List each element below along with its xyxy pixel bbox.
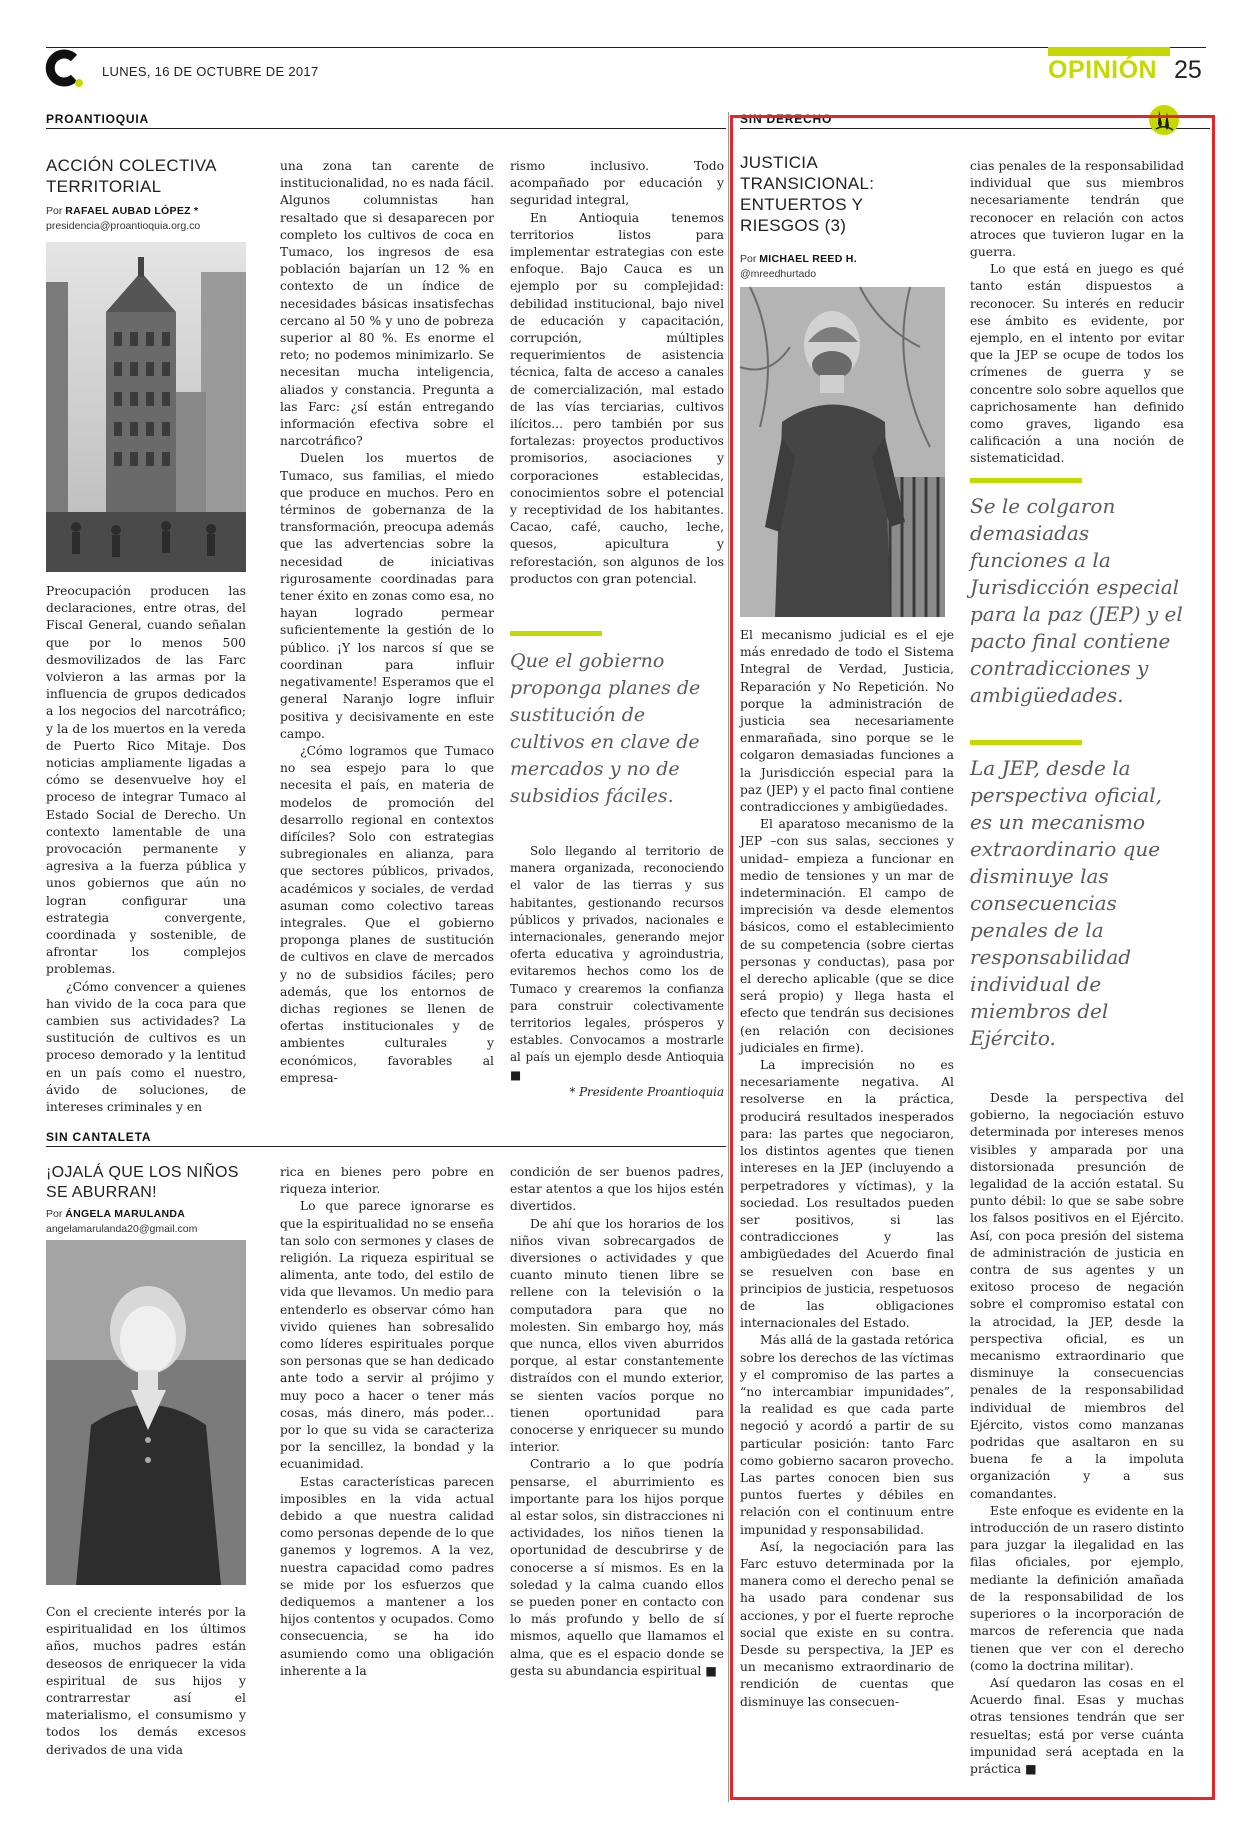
- paragraph: Preocupación producen las declaraciones, entre otras, del Fiscal General, cuando señalan que por lo menos 500 desmovilizados de las Farc volvieron a las armas por la influencia de grupos dedicados a los negocios del narcotráfico; y la de los muertos en la vereda de Puerto Rico Mitaje. Dos noticias ampliamente ligadas a cómo se desenvuelve hoy el proceso de integrar Tumaco al Estado Social de Derecho. Un contexto lamentable de una provocación permanente y agresiva a la fuerza pública y unos gobiernos que aún no logran configurar una estrategia convergente, coordinada y sostenible, de afrontar los complejos problemas.: [46, 584, 246, 977]
- author-handle: @mreedhurtado: [740, 268, 817, 280]
- byline-proantioquia: [46, 205, 198, 217]
- kicker-rule: [46, 128, 726, 129]
- cantaleta-column-1: [46, 1604, 246, 1794]
- byline-derecho: [740, 253, 857, 265]
- paragraph: ¿Cómo convencer a quienes han vivido de la coca para que cambien sus actividades? La sustitución de cultivos es un proceso demorado y la lentitud en un país como el nuestro, ávido de soluciones, de intereses criminales y en: [46, 979, 246, 1115]
- paragraph: Duelen los muertos de Tumaco, sus familias, el miedo que produce en muchos. Pero en términos de gobernanza de la transformación, preocupa además que las advertencias sobre la necesidad de iniciativas rigurosamente coordinadas para tener éxito en zonas como esa, no hayan logrado permear suficientemente la gestión de lo público. ¡Y los narcos sí que se coordinan para influir negativamente! Esperamos que el general Naranjo logre influir positiva y decisivamente en este campo.: [280, 451, 494, 741]
- paragraph: Estas características parecen imposibles en la vida actual debido a que nuestra calidad como personas depende de lo que ganemos y logremos. A la vez, nuestra capacidad como padres se mide por los esfuerzos que dediquemos a mantener a los hijos contentos y ocupados. Como consecuencia, se ha ido asumiendo como una obligación inherente a la: [280, 1474, 494, 1678]
- section-name: OPINIÓN: [1048, 56, 1158, 84]
- proantioquia-column-1: [46, 583, 246, 1115]
- paragraph: El aparatoso mecanismo de la JEP –con sus salas, secciones y unidad– empieza a funcionar en medio de tensiones y un mar de indeterminación. El campo de imprecisión va desde elementos básicos, como el establecimiento de su competencia (sobre ciertas personas y conductas), pasa por el derecho aplicable (que se dice será propio) y llega hasta el efecto que tendrán sus decisiones (en relación con decisiones judiciales en firme).: [740, 817, 954, 1055]
- top-rule: [46, 47, 1206, 48]
- byline-cantaleta: [46, 1208, 185, 1220]
- pull-quote-derecho-2: La JEP, desde la perspectiva oficial, es un mecanismo extraordinario que disminuye las consecuencias penales de la responsabilidad individual de miembros del Ejército.: [970, 756, 1162, 1050]
- photo-building: [46, 242, 246, 572]
- paragraph: En Antioquia tenemos territorios listos para implementar estrategias con este enfoque. Bajo Cauca es un ejemplo por su complejidad: debilidad institucional, bajo nivel de educación y capacitación, corrupción, múltiples requerimientos de asistencia técnica, falta de acceso a canales de comercialización, mal estado de las vías terciarias, cultivos ilícitos... pero también por sus fortalezas: proyectos productivos promisorios, asociaciones y corporaciones establecidas, conocimientos sobre el potencial y receptividad de los habitantes. Cacao, café, caucho, leche, quesos, apicultura y reforestación, son algunos de los productos con gran potencial.: [510, 210, 724, 586]
- byline-prefix: Por: [740, 253, 757, 265]
- proantioquia-column-2: [280, 158, 494, 1088]
- cantaleta-column-2: [280, 1164, 494, 1799]
- photo-angela-marulanda: [46, 1240, 246, 1585]
- page-number: 25: [1174, 56, 1202, 84]
- paragraph: condición de ser buenos padres, estar atentos a que los hijos estén divertidos.: [510, 1165, 724, 1214]
- paragraph: Lo que parece ignorarse es que la espiritualidad no se enseña tan solo con sermones y clases de religión. La riqueza espiritual se alimenta, ante todo, del estilo de vida que llevamos. Un medio para entenderlo es observar cómo han vivido quienes han sobresalido como líderes espirituales porque son personas que se han dedicado ante todo a servir al prójimo y muy poco a hacer o tener más cosas, más dinero, más poder... por lo que su vida se caracteriza por la sencillez, la bondad y la ecuanimidad.: [280, 1199, 494, 1472]
- paragraph: La imprecisión no es necesariamente negativa. Al resolverse en la práctica, producirá resultados inesperados para: las partes que negociaron, los distintos agentes que tienen intereses en la JEP (incluyendo a perpetradores y víctimas), y la sociedad. Los resultados pueden ser positivos, si las contradicciones y las ambigüedades del Acuerdo final se resuelven con base en principios de justicia, respetuosos de las obligaciones internacionales del Estado.: [740, 1058, 954, 1331]
- derecho-column-2: [970, 158, 1184, 468]
- paragraph: Con el creciente interés por la espiritualidad en los últimos años, muchos padres están deseosos de enriquecer la vida espiritual de sus hijos y contrarrestar así el materialismo, el consumismo y todos los demás excesos derivados de una vida: [46, 1605, 246, 1757]
- author-name: MICHAEL REED H.: [759, 253, 857, 265]
- paragraph: Este enfoque es evidente en la introducción de un rasero distinto para juzgar la ilegalidad en las filas oficiales, por ejemplo, mediante la definición amañada de la responsabilidad de los superiores o la incorporación de marcos de referencia que nada tienen que ver con el derecho (como la doctrina militar).: [970, 1503, 1184, 1673]
- section-accent-bar: [1048, 47, 1170, 56]
- cantaleta-column-3: [510, 1164, 724, 1799]
- derecho-column-2b: [970, 1090, 1184, 1795]
- paragraph: Solo llegando al territorio de manera organizada, reconociendo el valor de las tierras y sus habitantes, gestionando recursos públicos y privados, nacionales e internacionales, generando mejor oferta educativa y agroindustria, evitaremos hechos como los de Tumaco y crearemos la confianza para construir colectivamente territorios legales, prósperos y estables. Convocamos a mostrarle al país un ejemplo desde Antioquia ■: [510, 844, 724, 1082]
- paragraph: una zona tan carente de institucionalidad, no es nada fácil. Algunos columnistas han resaltado que si desaparecen por completo los cultivos de coca en Tumaco, los ingresos de esa población bajarían un 12 % en contexto de un índice de necesidades básicas insatisfechas cercano al 50 % y uno de pobreza superior al 80 %. Es enorme el reto; no podemos minimizarlo. Se necesitan mucha inteligencia, aliados y constancia. Pregunta a las Farc: ¿sí están entregando información efectiva sobre el narcotráfico?: [280, 159, 494, 449]
- paragraph: Así quedaron las cosas en el Acuerdo final. Esas y muchas otras tensiones tendrán que ser resueltas; está por verse cuánta impunidad será aceptada en la práctica ■: [970, 1675, 1184, 1776]
- author-name: ÁNGELA MARULANDA: [65, 1208, 186, 1220]
- paragraph: El mecanismo judicial es el eje más enredado de todo el Sistema Integral de Verdad, Justicia, Reparación y No Repetición. No porque la administración de justicia sea necesariamente enmarañada, sino porque se le colgaron demasiadas funciones a la Jurisdicción especial para la paz (JEP) y el pacto final contiene contradicciones y ambigüedades.: [740, 628, 954, 815]
- author-name: RAFAEL AUBAD LÓPEZ *: [65, 205, 199, 217]
- paragraph: rica en bienes pero pobre en riqueza interior.: [280, 1165, 494, 1197]
- pull-quote-derecho-1: Se le colgaron demasiadas funciones a la Jurisdicción especial para la paz (JEP) y el pacto final contiene contradicciones y ambigüedades.: [970, 494, 1183, 707]
- pull-quote-proantioquia: Que el gobierno proponga planes de sustitución de cultivos en clave de mercados y no de subsidios fáciles.: [510, 650, 701, 807]
- logo-c-icon: [44, 48, 84, 88]
- byline-prefix: Por: [46, 1208, 63, 1220]
- proantioquia-column-3b: [510, 843, 724, 1099]
- paragraph: De ahí que los horarios de los niños vivan sobrecargados de diversiones o actividades y que cuanto minuto tienen libre se rellene con la televisión o la computadora para que no molesten. Sin embargo hoy, más que nunca, ellos viven aburridos porque, al estar constantemente distraídos con el mundo exterior, se sienten vacíos porque no tienen oportunidad para conocerse y enriquecer su mundo interior.: [510, 1216, 724, 1455]
- proantioquia-column-3: [510, 158, 724, 608]
- paragraph: Lo que está en juego es qué tanto están dispuestos a reconocer. Su interés en reducir ese ámbito es evidente, por ejemplo, en el intento por evitar que la JEP se ocupe de todos los crímenes de guerra y se concentre solo sobre aquellos que caprichosamente han definido como graves, ligando esa calificación a una noción de sistematicidad.: [970, 262, 1184, 466]
- paragraph: Más allá de la gastada retórica sobre los derechos de las víctimas y el compromiso de las partes a “no intercambiar impunidades”, la realidad es que cada parte negoció y acordó a partir de su particular posición: tanto Farc como gobierno sacaron provecho. Las partes conocen bien sus puntos fuertes y débiles en relación con el continuum entre impunidad y responsabilidad.: [740, 1333, 954, 1537]
- kicker-derecho: SIN DERECHO: [740, 112, 833, 126]
- paragraph: Contrario a lo que podría pensarse, el aburrimiento es importante para los hijos porque al estar solos, sin distracciones ni actividades, los niños tienen la oportunidad de descubrirse y de conocerse a sí mismos. Es en la soledad y la calma cuando ellos se pueden poner en contacto con lo más profundo y bello de sí mismos, aquello que llamamos el alma, que es el espacio donde se gesta su abundancia espiritual ■: [510, 1457, 724, 1678]
- paragraph: Así, la negociación para las Farc estuvo determinada por la manera como el derecho penal se ha usado para condenar sus acciones, y por el fuerte reproche social que existe en su contra. Desde su perspectiva, la JEP es un mecanismo extraordinario de rendición de cuentas que disminuye las consecuen-: [740, 1539, 954, 1709]
- derecho-column-1: [740, 627, 954, 1797]
- pull-quote-rule: [970, 740, 1082, 745]
- paragraph: rismo inclusivo. Todo acompañado por educación y seguridad integral,: [510, 159, 724, 208]
- dateline: LUNES, 16 DE OCTUBRE DE 2017: [102, 64, 319, 79]
- pull-quote-rule: [970, 478, 1082, 483]
- byline-prefix: Por: [46, 205, 63, 217]
- author-email: angelamarulanda20@gmail.com: [46, 1223, 198, 1235]
- kicker-cantaleta: SIN CANTALETA: [46, 1130, 152, 1144]
- signature: * Presidente Proantioquia: [569, 1084, 724, 1099]
- headline-cantaleta: ¡OJALÁ QUE LOS NIÑOS SE ABURRAN!: [46, 1164, 239, 1201]
- paragraph: cias penales de la responsabilidad individual que sus miembros necesariamente tendrán que reconocer en relación con actos atroces que tuvieron lugar en la guerra.: [970, 159, 1184, 260]
- pull-quote-rule: [510, 631, 602, 636]
- headline-proantioquia: ACCIÓN COLECTIVA TERRITORIAL: [46, 156, 216, 196]
- headline-derecho: JUSTICIA TRANSICIONAL: ENTUERTOS Y RIESGOS (3): [740, 153, 875, 235]
- column-divider: [728, 112, 729, 1802]
- photo-michael-reed: [740, 287, 945, 617]
- paragraph: Desde la perspectiva del gobierno, la negociación estuvo determinada por intereses menos visibles y amparada por una distorsionada presunción de legalidad de la acción estatal. Su punto débil: lo que se sabe sobre los falsos positivos en el Ejército. Así, con poca presión del sistema de administración de justicia en contra de sus agentes y un exitoso proceso de negación sobre el compromiso estatal con la atrocidad, la JEP, desde la perspectiva oficial, es un mecanismo extraordinario que disminuye la consecuencias penales de la responsabilidad individual de miembros del Ejército, vistos como manzanas podridas que asaltaron en su buena fe a la impoluta organización y a sus comandantes.: [970, 1091, 1184, 1501]
- paragraph: ¿Cómo logramos que Tumaco no sea espejo para lo que necesita el país, en materia de modelos de promoción del desarrollo regional en contextos difíciles? Solo con estrategias subregionales en alianza, para que sectores públicos, privados, académicos y sociales, de verdad asuman como colectivo tareas integrales. Que el gobierno proponga planes de sustitución de cultivos en clave de mercados y no de subsidios fáciles; pero además, que los entornos de dichas regiones se llenen de ofertas institucionales y de ambientes culturales y económicos, favorables al empresa-: [280, 743, 494, 1085]
- kicker-proantioquia: PROANTIOQUIA: [46, 112, 149, 126]
- author-email: presidencia@proantioquia.org.co: [46, 220, 201, 232]
- kicker-rule: [46, 1146, 726, 1147]
